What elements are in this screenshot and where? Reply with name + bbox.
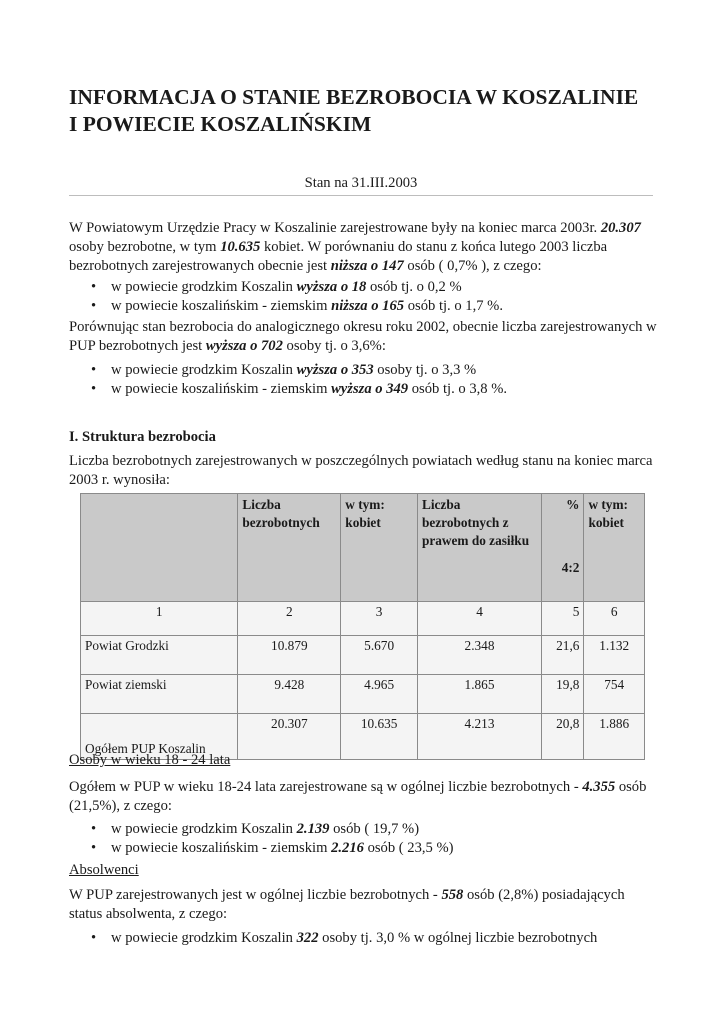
table-cell: 2.348 xyxy=(417,636,541,675)
compare-paragraph xyxy=(69,318,659,356)
row-label: Powiat Grodzki xyxy=(81,636,238,675)
graduates-paragraph xyxy=(69,886,659,924)
youth-text-1: Ogółem w PUP w wieku 18-24 lata zarejestrowane są w ogólnej liczbie bezrobotnych - xyxy=(69,779,583,795)
table-cell: 20,8 xyxy=(542,714,584,760)
youth-text-2: osób (21,5%), z czego: xyxy=(69,779,647,814)
monthly-change-list xyxy=(69,278,659,316)
table-cell: 5.670 xyxy=(341,636,418,675)
youth-list xyxy=(69,820,659,858)
list-item xyxy=(69,278,659,297)
column-number: 2 xyxy=(238,602,341,636)
column-number: 6 xyxy=(584,602,645,636)
column-number: 1 xyxy=(81,602,238,636)
graduates-list xyxy=(69,929,659,948)
table-cell: 10.635 xyxy=(341,714,418,760)
grad-value: 558 xyxy=(441,887,464,903)
item-text: osób tj. o 3,8 %. xyxy=(408,381,508,397)
section-intro: Liczba bezrobotnych zarejestrowanych w poszczególnych powiatach według stanu na koniec marca 2003 r. wynosiła: xyxy=(69,453,653,488)
header-ratio: 4:2 xyxy=(561,560,580,575)
intro-women-value: 10.635 xyxy=(220,239,261,255)
grad-text-1: W PUP zarejestrowanych jest w ogólnej liczbie bezrobotnych - xyxy=(69,887,442,903)
list-item xyxy=(69,929,659,948)
item-text: osoby tj. 3,0 % w ogólnej liczbie bezrobotnych xyxy=(318,930,598,946)
youth-value: 4.355 xyxy=(582,779,616,795)
list-item xyxy=(69,297,659,316)
item-text: w powiecie koszalińskim - ziemskim xyxy=(111,840,332,856)
item-text: w powiecie grodzkim Koszalin xyxy=(111,930,297,946)
unemployment-table xyxy=(80,493,645,760)
intro-total-value: 20.307 xyxy=(600,220,641,236)
header-pct: % xyxy=(566,497,580,512)
intro-text-3: kobiet. W porównaniu do stanu z końca lutego 2003 liczba bezrobotnych zarejestrowanych obecnie jest xyxy=(69,239,608,274)
yearly-change-list xyxy=(69,361,659,399)
table-cell: 21,6 xyxy=(542,636,584,675)
item-text: osób tj. o 1,7 %. xyxy=(404,298,503,314)
youth-heading: Osoby w wieku 18 - 24 lata xyxy=(69,752,231,768)
table-cell: 4.965 xyxy=(341,675,418,714)
compare-value: wyższa o 702 xyxy=(205,338,283,354)
item-text: w powiecie grodzkim Koszalin xyxy=(111,279,297,295)
column-number: 4 xyxy=(417,602,541,636)
intro-text-4: osób ( 0,7% ), z czego: xyxy=(403,258,542,274)
table-row xyxy=(81,675,645,714)
table-cell: 1.886 xyxy=(584,714,645,760)
item-text: w powiecie koszalińskim - ziemskim xyxy=(111,381,332,397)
row-label: Ogółem PUP Koszalin xyxy=(81,714,238,760)
table-header-row xyxy=(81,494,645,602)
header-cell xyxy=(542,494,584,602)
header-cell: Liczba bezrobotnych z prawem do zasiłku xyxy=(417,494,541,602)
item-text: w powiecie grodzkim Koszalin xyxy=(111,821,297,837)
item-value: wyższa o 349 xyxy=(331,381,409,397)
item-value: 2.139 xyxy=(296,821,330,837)
item-text: w powiecie grodzkim Koszalin xyxy=(111,362,297,378)
youth-paragraph xyxy=(69,778,659,816)
list-item xyxy=(69,839,659,858)
title-line-1: INFORMACJA O STANIE BEZROBOCIA W KOSZALINIE xyxy=(69,85,639,109)
table-cell: 1.865 xyxy=(417,675,541,714)
item-text: w powiecie koszalińskim - ziemskim xyxy=(111,298,332,314)
table-cell: 9.428 xyxy=(238,675,341,714)
item-text: osób ( 19,7 %) xyxy=(329,821,420,837)
item-value: wyższa o 18 xyxy=(296,279,367,295)
list-item xyxy=(69,820,659,839)
intro-paragraph xyxy=(69,219,659,276)
item-text: osób tj. o 0,2 % xyxy=(366,279,462,295)
intro-change-value: niższa o 147 xyxy=(330,258,404,274)
compare-text-1: Porównując stan bezrobocia do analogicznego okresu roku 2002, obecnie liczba zarejestrowanych w PUP bezrobotnych jest xyxy=(69,319,657,354)
table-cell: 4.213 xyxy=(417,714,541,760)
compare-text-2: osoby tj. o 3,6%: xyxy=(282,338,386,354)
title-line-2: I POWIECIE KOSZALIŃSKIM xyxy=(69,112,372,136)
intro-text-1: W Powiatowym Urzędzie Pracy w Koszalinie zarejestrowane były na koniec marca 2003r. xyxy=(69,220,601,236)
item-text: osoby tj. o 3,3 % xyxy=(373,362,477,378)
header-cell xyxy=(81,494,238,602)
divider xyxy=(69,195,653,196)
list-item xyxy=(69,361,659,380)
header-cell: w tym: kobiet xyxy=(584,494,645,602)
document-title xyxy=(69,84,669,138)
header-cell: w tym: kobiet xyxy=(341,494,418,602)
column-number-row xyxy=(81,602,645,636)
graduates-heading: Absolwenci xyxy=(69,862,139,878)
column-number: 3 xyxy=(341,602,418,636)
section-heading: I. Struktura bezrobocia xyxy=(69,429,216,445)
table-cell: 754 xyxy=(584,675,645,714)
item-value: wyższa o 353 xyxy=(296,362,374,378)
table-row xyxy=(81,636,645,675)
grad-text-2: osób (2,8%) posiadających status absolwenta, z czego: xyxy=(69,887,625,922)
item-value: 2.216 xyxy=(331,840,364,856)
table-cell: 19,8 xyxy=(542,675,584,714)
table-cell: 1.132 xyxy=(584,636,645,675)
table-cell: 20.307 xyxy=(238,714,341,760)
item-value: 322 xyxy=(296,930,319,946)
list-item xyxy=(69,380,659,399)
item-value: niższa o 165 xyxy=(331,298,405,314)
intro-text-2: osoby bezrobotne, w tym xyxy=(69,239,221,255)
date-line: Stan na 31.III.2003 xyxy=(304,175,418,191)
header-cell: Liczba bezrobotnych xyxy=(238,494,341,602)
table-cell: 10.879 xyxy=(238,636,341,675)
item-text: osób ( 23,5 %) xyxy=(363,840,454,856)
row-label: Powiat ziemski xyxy=(81,675,238,714)
column-number: 5 xyxy=(542,602,584,636)
